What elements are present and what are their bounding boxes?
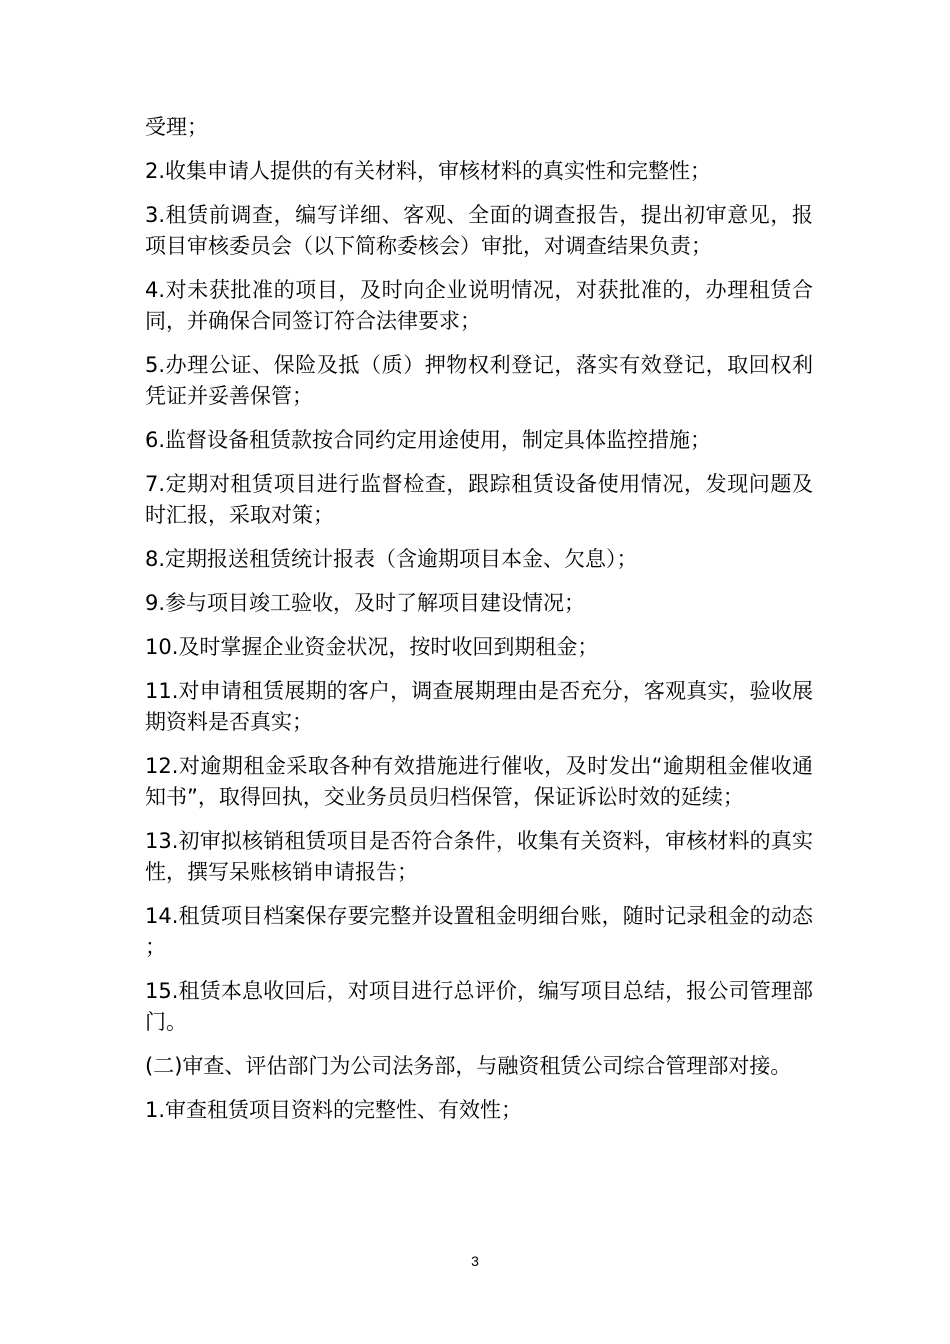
paragraph-item-5: 5.办理公证、保险及抵（质）押物权利登记，落实有效登记，取回权利凭证并妥善保管； — [145, 353, 813, 408]
paragraph-item-10: 10.及时掌握企业资金状况，按时收回到期租金； — [145, 635, 599, 659]
paragraph-item-8: 8.定期报送租赁统计报表（含逾期项目本金、欠息）； — [145, 547, 638, 571]
paragraph-item-15: 15.租赁本息收回后，对项目进行总评价，编写项目总结，报公司管理部门。 — [145, 979, 813, 1034]
paragraph-continuation: 受理； — [145, 115, 208, 139]
page-number: 3 — [471, 1253, 479, 1269]
paragraph-review-item-1: 1.审查租赁项目资料的完整性、有效性； — [145, 1098, 523, 1122]
section-heading-2: (二)审查、评估部门为公司法务部，与融资租赁公司综合管理部对接。 — [145, 1054, 792, 1078]
paragraph-item-2: 2.收集申请人提供的有关材料，审核材料的真实性和完整性； — [145, 159, 712, 183]
paragraph-item-13: 13.初审拟核销租赁项目是否符合条件，收集有关资料，审核材料的真实性，撰写呆账核销申请报告； — [145, 829, 813, 884]
paragraph-item-3: 3.租赁前调查，编写详细、客观、全面的调查报告，提出初审意见，报项目审核委员会（以下简称委核会）审批，对调查结果负责； — [145, 203, 813, 258]
paragraph-item-9: 9.参与项目竣工验收，及时了解项目建设情况； — [145, 591, 586, 615]
paragraph-item-11: 11.对申请租赁展期的客户，调查展期理由是否充分，客观真实，验收展期资料是否真实； — [145, 679, 813, 734]
paragraph-item-14: 14.租赁项目档案保存要完整并设置租金明细台账，随时记录租金的动态； — [145, 904, 813, 959]
paragraph-item-6: 6.监督设备租赁款按合同约定用途使用，制定具体监控措施； — [145, 428, 712, 452]
paragraph-item-7: 7.定期对租赁项目进行监督检查，跟踪租赁设备使用情况，发现问题及时汇报，采取对策； — [145, 472, 813, 527]
paragraph-item-4: 4.对未获批准的项目，及时向企业说明情况，对获批准的，办理租赁合同，并确保合同签订符合法律要求； — [145, 278, 813, 333]
paragraph-item-12: 12.对逾期租金采取各种有效措施进行催收，及时发出“逾期租金催收通知书”，取得回执，交业务员员归档保管，保证诉讼时效的延续； — [145, 754, 813, 809]
document-body — [145, 112, 813, 1139]
